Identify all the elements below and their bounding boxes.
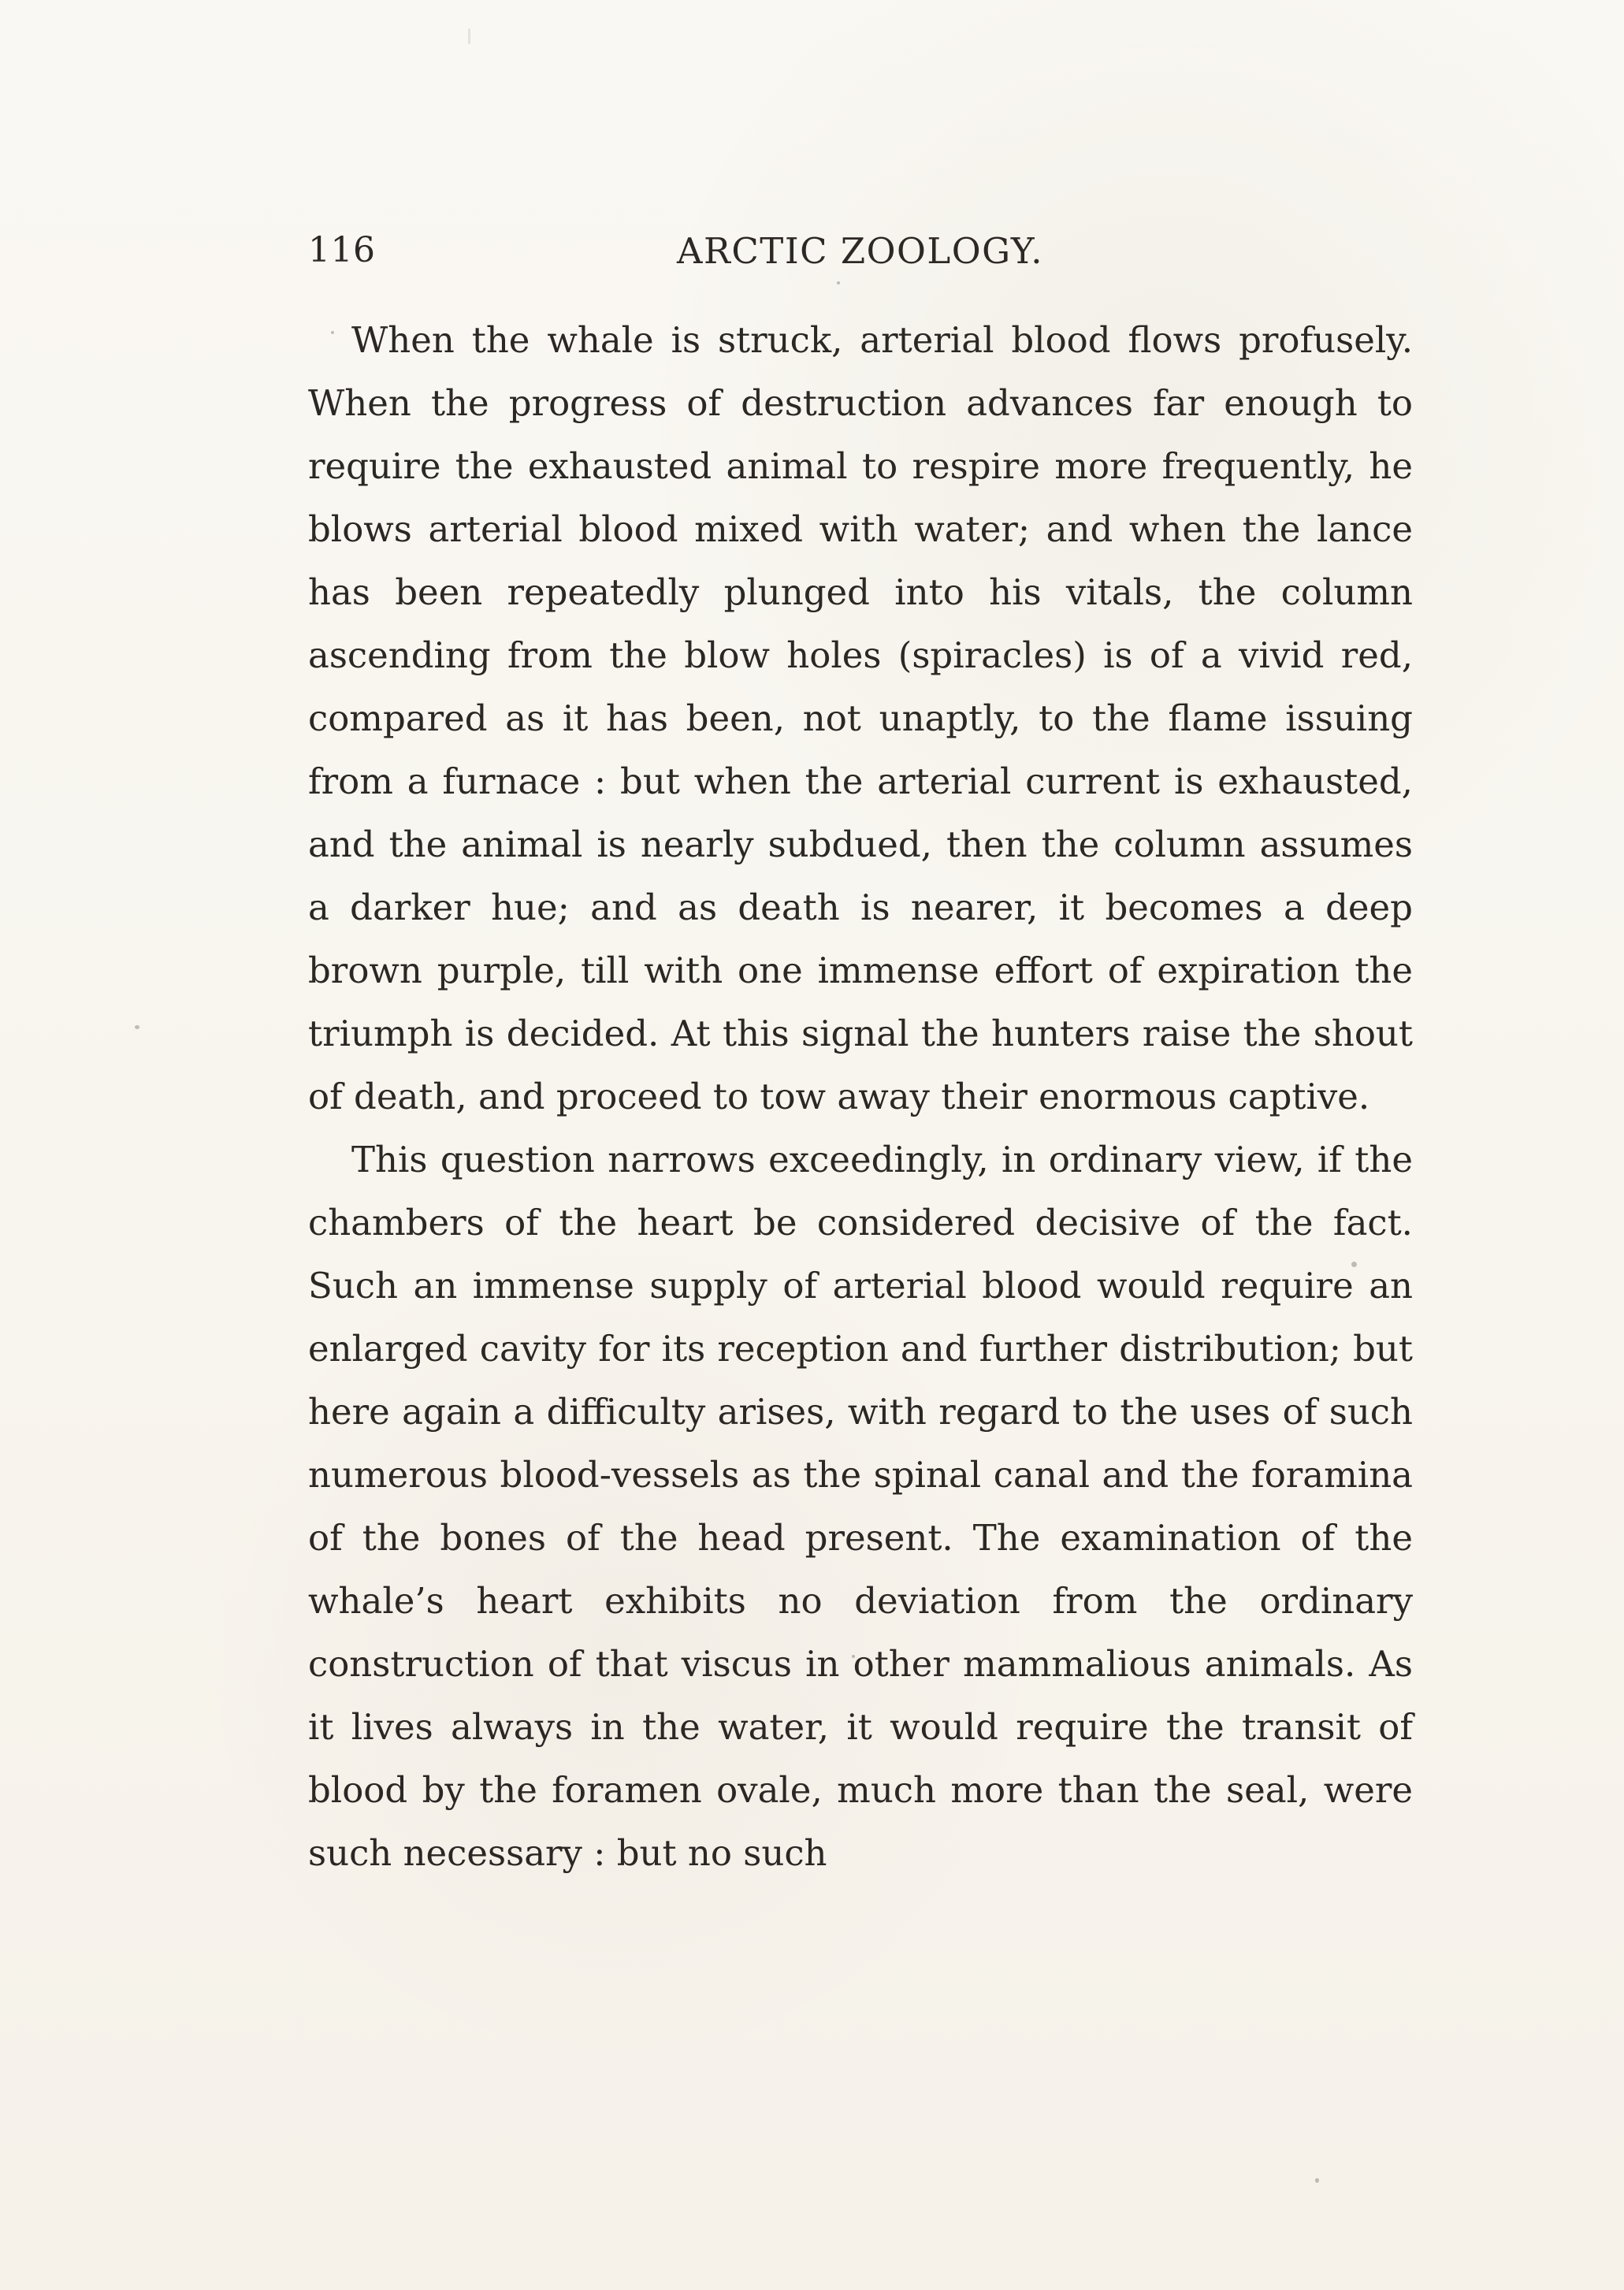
paper-speck (1315, 2178, 1319, 2183)
page-body (308, 309, 1413, 1885)
paragraph: This question narrows exceedingly, in ordinary view, if the chambers of the heart be considered decisive of the fact. Such an immense supply of arterial blood would require an enlarged cavity for its reception and further distribution; but here again a difficulty arises, with regard to the uses of such numerous blood-vessels as the spinal canal and the foramina of the bones of the head present. The examination of the whale’s heart exhibits no deviation from the ordinary construction of that viscus in other mammalious animals. As it lives always in the water, it would require the transit of blood by the foramen ovale, much more than the seal, were such necessary : but no such (308, 1139, 1413, 1874)
page-header (308, 230, 1413, 277)
paper-speck (1351, 1262, 1357, 1267)
page-number: 116 (308, 230, 376, 270)
paper-speck (837, 281, 840, 284)
paper-speck (852, 1655, 855, 1658)
running-head: ARCTIC ZOOLOGY. (677, 230, 1044, 272)
paper-mark (468, 28, 470, 44)
paragraph: When the whale is struck, arterial blood flows profusely. When the progress of destruction advances far enough to require the exhausted animal to respire more frequently, he blows arterial blood mixed with water; and when the lance has been repeatedly plunged into his vitals, the column ascending from the blow holes (spiracles) is of a vivid red, compared as it has been, not unaptly, to the flame issuing from a furnace : but when the arterial current is exhausted, and the animal is nearly subdued, then the column assumes a darker hue; and as death is nearer, it becomes a deep brown purple, till with one immense effort of expiration the triumph is decided. At this signal the hunters raise the shout of death, and proceed to tow away their enormous captive. (308, 319, 1413, 1117)
paper-speck (135, 1025, 139, 1029)
paper-speck (331, 331, 334, 334)
